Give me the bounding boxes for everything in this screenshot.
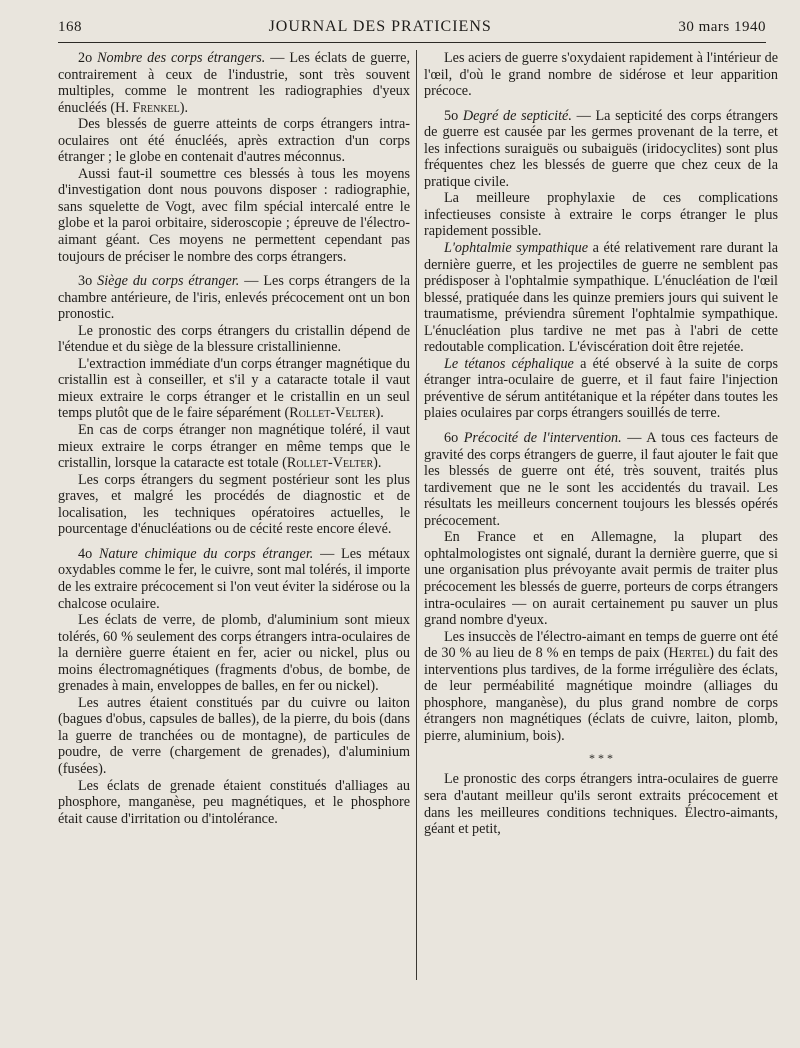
paragraph: L'ophtalmie sympathique a été relativement rare durant la dernière guerre, et les projectiles de guerre ne semblent pas prédisposer à l'ophtalmie sympathique. L'énucléation de l'œil blessé, pratiquée dans les quinze premiers jours qui suivent le traumatisme, préviendra sûrement l'ophtalmie sympathique. L'énucléation plus tardive ne met pas à l'abri de cette redoutable complication. L'éviscération doit être rejetée. bbox=[424, 240, 779, 356]
paragraph: Les autres étaient constitués par du cuivre ou laiton (bagues d'obus, capsules de balles), de la pierre, du bois (dans la guerre de tranchées ou de montagne), de particules de poudre, de verre (chargement de grenades), d'aluminium (fusées). bbox=[58, 694, 410, 777]
section-title: Siège du corps étranger. bbox=[97, 273, 240, 290]
section-title: Nombre des corps étrangers. bbox=[97, 50, 266, 66]
paragraph: 2o Nombre des corps étrangers. — Les éclats de guerre, contrairement à ceux de l'industrie, sont très souvent multiples, comme le montrent les radiographies d'yeux énucléés (H. Frenkel). bbox=[58, 50, 411, 116]
page-number: 168 bbox=[58, 19, 82, 35]
paragraph: En France et en Allemagne, la plupart des ophtalmologistes ont signalé, durant la dernière guerre, que si une organisation plus prévoyante avait permis de traiter plus précocement les blessés de guerre, porteurs de corps étrangers intra-oculaires — on aurait certainement pu sauver un plus grand nombre d'yeux. bbox=[424, 529, 778, 629]
paragraph: En cas de corps étranger non magnétique toléré, il vaut mieux extraire le corps étranger en même temps que le cristallin, lorsque la cataracte est totale (Rollet-Velter). bbox=[58, 422, 410, 472]
author-name: Hertel bbox=[668, 645, 710, 662]
section-title: Degré de septicité. bbox=[462, 107, 572, 124]
paragraph: L'extraction immédiate d'un corps étranger magnétique du cristallin est à conseiller, et s'il y a cataracte totale il vaut mieux extraire le corps étranger et le cristallin en un seul temps plutôt que de le faire séparément (Rollet-Velter). bbox=[58, 355, 410, 422]
section-separator: * * * bbox=[589, 751, 613, 766]
paragraph: Les éclats de verre, de plomb, d'aluminium sont mieux tolérés, 60 % seulement des corps étrangers intra-oculaires de la dernière guerre étaient en fer, acier ou nickel, plus ou moins électromagnétiques (fragments d'obus, de bombe, de grenades à main, enveloppes de balles, en fer ou nickel). bbox=[58, 612, 410, 695]
paragraph: La meilleure prophylaxie de ces complications infectieuses consiste à extraire le corps étranger le plus rapidement possible. bbox=[424, 190, 778, 240]
paragraph: Les insuccès de l'électro-aimant en temps de guerre ont été de 30 % au lieu de 8 % en temps de paix (Hertel) du fait des interventions plus tardives, de la forme irrégulière des éclats, de leur perméabilité magnétique moindre (alliages du phosphore, manganèse), du plus grand nombre de corps étrangers non magnétiques (éclats de cuivre, laiton, plomb, pierre, aluminium, bois). bbox=[424, 628, 778, 744]
paragraph: 3o Siège du corps étranger. — Les corps étrangers de la chambre antérieure, de l'iris, enlevés précocement ont un bon pronostic. bbox=[58, 273, 410, 323]
paragraph: Des blessés de guerre atteints de corps étrangers intra-oculaires ont été énucléés, après extraction d'un corps étranger ; le globe en contenait d'autres méconnus. bbox=[58, 116, 410, 166]
left-column bbox=[58, 50, 410, 827]
paragraph: Le pronostic des corps étrangers du cristallin dépend de l'étendue et du siège de la blessure cristallinienne. bbox=[58, 322, 410, 356]
right-column bbox=[424, 50, 778, 838]
inline-title: L'ophtalmie sympathique bbox=[444, 240, 589, 257]
journal-title: JOURNAL DES PRATICIENS bbox=[268, 18, 492, 35]
inline-title: Le tétanos céphalique bbox=[444, 355, 574, 372]
paragraph: 6o Précocité de l'intervention. — A tous ces facteurs de gravité des corps étrangers de guerre, il faut ajouter le fait que les blessés de guerre ont été, très souvent, traités plus tardivement que ne le sont les accidentés du travail. Les résultats les meilleurs concernent toujours les blessés opérés précocement. bbox=[424, 430, 778, 529]
paragraph: Les aciers de guerre s'oxydaient rapidement à l'intérieur de l'œil, d'où le grand nombre de sidérose et leur apparition précoce. bbox=[424, 50, 778, 100]
author-name: Rollet-Velter bbox=[289, 405, 376, 422]
paragraph: Aussi faut-il soumettre ces blessés à tous les moyens d'investigation dont nous pouvons disposer : radiographie, sans squelette de Vogt, avec film spécial intercalé entre le globe et la paroi orbitaire, sideroscopie ; épreuve de l'électro-aimant géant. Ces moyens ne permettent cependant pas toujours de préciser le nombre des corps étrangers. bbox=[58, 165, 410, 265]
issue-date: 30 mars 1940 bbox=[678, 19, 766, 35]
column-divider bbox=[416, 50, 417, 980]
paragraph: Les éclats de grenade étaient constitués d'alliages au phosphore, manganèse, peu magnétiques, et le phosphore était cause d'irritation ou d'intolérance. bbox=[58, 777, 410, 827]
section-title: Nature chimique du corps étranger. bbox=[98, 545, 314, 562]
section-title: Précocité de l'intervention. bbox=[463, 430, 622, 447]
paragraph: Les corps étrangers du segment postérieur sont les plus graves, et malgré les procédés de diagnostic et de localisation, les techniques opératoires actuelles, le pourcentage d'énucléations ou de cécité reste encore élevé. bbox=[58, 471, 410, 538]
paragraph: Le pronostic des corps étrangers intra-oculaires de guerre sera d'autant meilleur qu'ils seront extraits précocement et dans les meilleures conditions techniques. Électro-aimants, géant et petit, bbox=[424, 771, 778, 838]
paragraph: 4o Nature chimique du corps étranger. — Les métaux oxydables comme le fer, le cuivre, sont mal tolérés, il importe de les extraire précocement si l'on veut éviter la sidérose ou la chalcose oculaire. bbox=[58, 545, 411, 612]
page-header bbox=[58, 18, 766, 43]
paragraph: Le tétanos céphalique a été observé à la suite de corps étranger intra-oculaire de guerre, et il faut faire l'injection préventive de sérum antitétanique et la répéter dans toutes les plaies oculaires par corps étrangers souillés de terre. bbox=[424, 355, 778, 422]
author-name: Frenkel bbox=[132, 99, 180, 116]
paragraph: 5o Degré de septicité. — La septicité des corps étrangers de guerre est causée par les germes provenant de la terre, et les infections suraiguës ou subaiguës (iridocyclites) sont plus fréquentes chez les blessés de guerre que chez ceux de la pratique civile. bbox=[424, 107, 779, 190]
author-name: Rollet-Velter bbox=[286, 455, 374, 472]
